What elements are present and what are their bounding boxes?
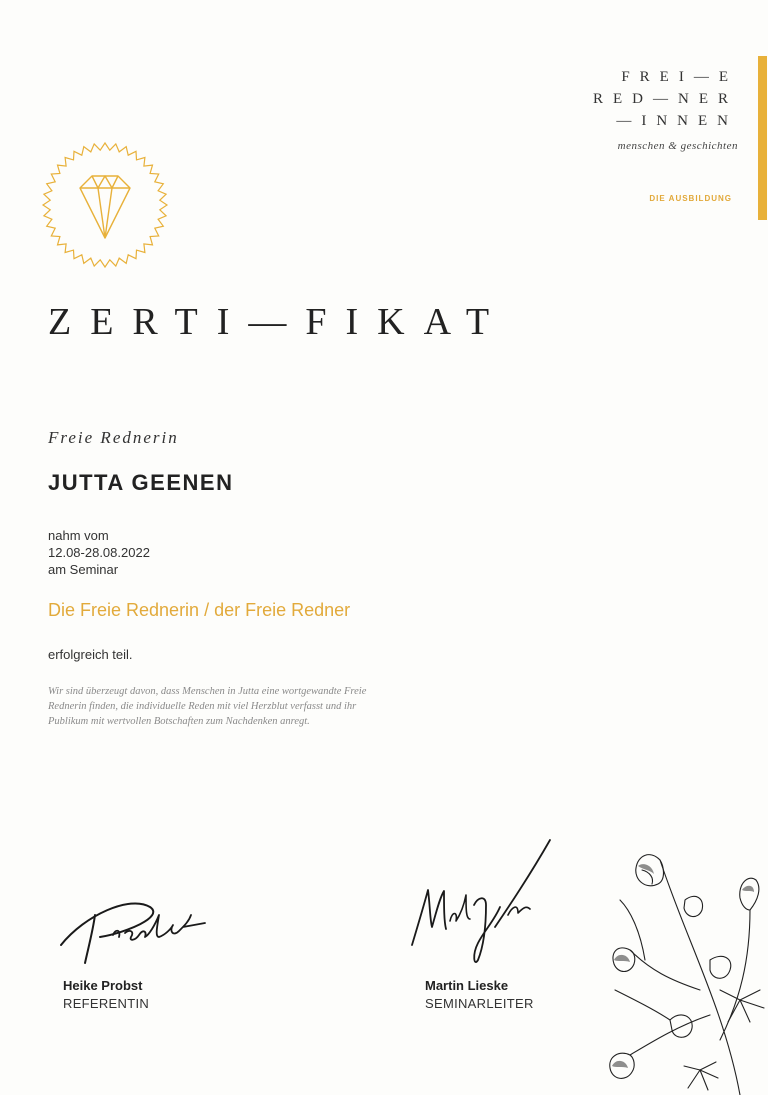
logo-line-1: FREI—E <box>621 69 738 85</box>
signature-probst <box>55 885 215 970</box>
recipient-name: JUTTA GEENEN <box>48 470 234 495</box>
brand-logo <box>538 66 738 152</box>
details-line-1: nahm vom <box>48 528 109 543</box>
result-text: erfolgreich teil. <box>48 647 133 662</box>
flower-illustration-icon <box>600 840 768 1095</box>
signatory-2-role: SEMINARLEITER <box>425 996 534 1011</box>
signatory-1 <box>63 978 149 1011</box>
details-line-3: am Seminar <box>48 562 119 577</box>
ausbildung-label: DIE AUSBILDUNG <box>649 194 732 203</box>
logo-tagline: menschen & geschichten <box>617 140 738 152</box>
signature-lieske <box>400 835 560 975</box>
signatory-2-name: Martin Lieske <box>425 978 509 993</box>
signatory-1-role: REFERENTIN <box>63 996 150 1011</box>
certificate-title: ZERTI—FIKAT <box>48 301 509 343</box>
recipient-role: Freie Rednerin <box>48 428 179 447</box>
diamond-icon <box>40 140 170 270</box>
logo-line-3: —INNEN <box>616 113 738 129</box>
course-name: Die Freie Rednerin / der Freie Redner <box>48 600 351 620</box>
accent-bar <box>758 56 767 220</box>
quote-text: Wir sind überzeugt davon, dass Menschen in Jutta eine wortgewandte Freie Rednerin finden, die individuelle Reden mit viel Herzblut verfasst und ihr Publikum mit wertvollen Botschaften zum Nachdenken anregt. <box>48 686 367 727</box>
logo-line-2: RED—NER <box>593 91 738 107</box>
signatory-2 <box>425 978 534 1011</box>
seminar-dates: 12.08-28.08.2022 <box>48 545 150 560</box>
details-block <box>48 527 150 578</box>
signatory-1-name: Heike Probst <box>63 978 143 993</box>
